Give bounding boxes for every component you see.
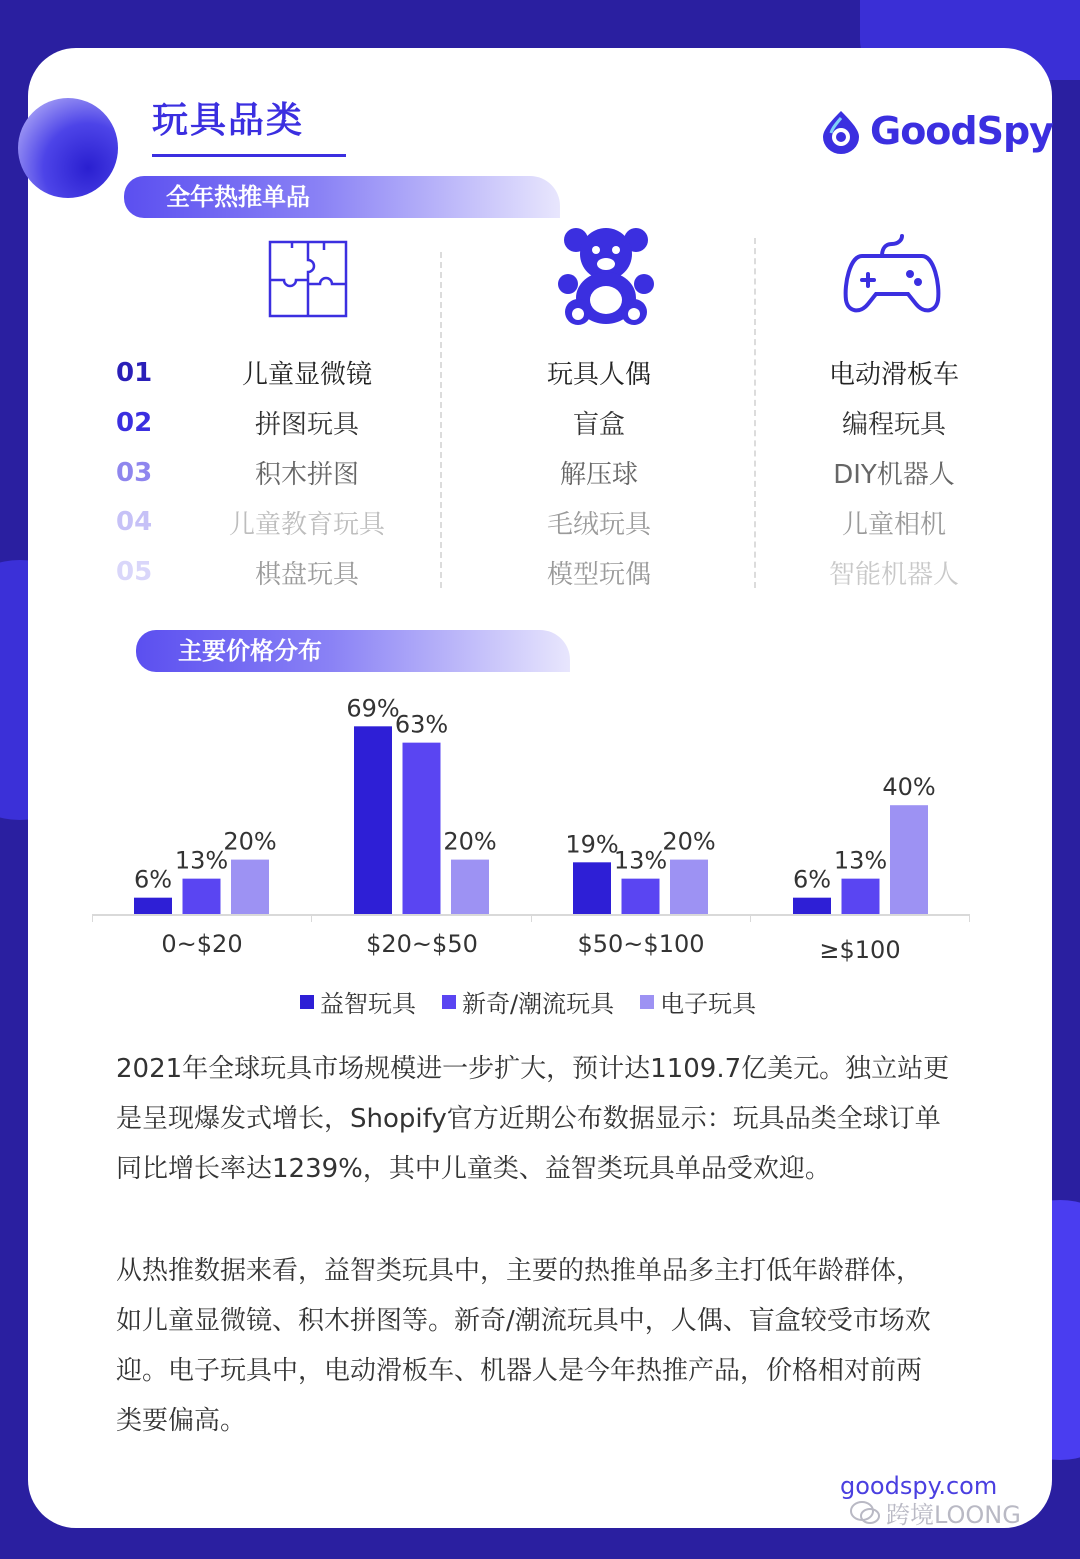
bar-0-1 bbox=[183, 879, 221, 914]
bar-3-0 bbox=[793, 898, 831, 914]
data-label: 20% bbox=[662, 827, 716, 856]
legend-swatch bbox=[442, 995, 456, 1009]
rank-label: 05 bbox=[116, 557, 153, 587]
data-label: 20% bbox=[223, 827, 277, 856]
legend-item bbox=[640, 984, 756, 1019]
product-item: 儿童显微镜 bbox=[241, 360, 372, 390]
x-axis-tick bbox=[92, 914, 93, 922]
legend-label: 新奇/潮流玩具 bbox=[462, 990, 615, 1018]
product-item: 玩具人偶 bbox=[546, 360, 651, 390]
logo-text: GoodSpy bbox=[870, 109, 1053, 153]
bar-1-0 bbox=[354, 726, 392, 914]
x-tick-label: ≥$100 bbox=[819, 936, 901, 964]
bar-0-2 bbox=[231, 860, 269, 914]
product-item: 编程玩具 bbox=[841, 410, 946, 440]
bar-0-0 bbox=[134, 898, 172, 914]
legend-label: 电子玩具 bbox=[660, 990, 757, 1018]
section-title-price-distribution: 主要价格分布 bbox=[136, 630, 570, 672]
product-item: 儿童教育玩具 bbox=[228, 510, 385, 540]
product-item: 电动滑板车 bbox=[828, 360, 959, 390]
paragraph-line: 如儿童显微镜、积木拼图等。新奇/潮流玩具中，人偶、盲盒较受市场欢 bbox=[116, 1306, 931, 1336]
x-axis-tick bbox=[311, 914, 312, 922]
data-label: 6% bbox=[792, 865, 832, 894]
rank-label: 03 bbox=[116, 458, 153, 488]
paragraph bbox=[116, 1246, 996, 1446]
product-item: 棋盘玩具 bbox=[254, 560, 359, 590]
data-label: 40% bbox=[882, 773, 936, 802]
product-item: 盲盒 bbox=[572, 410, 625, 440]
data-label: 20% bbox=[443, 827, 497, 856]
bar-3-2 bbox=[890, 805, 928, 914]
legend-swatch bbox=[300, 995, 314, 1009]
data-label: 13% bbox=[833, 846, 888, 875]
data-label: 6% bbox=[133, 865, 173, 894]
x-tick-label: $50~$100 bbox=[577, 930, 705, 958]
x-tick-label: 0~$20 bbox=[161, 930, 243, 958]
paragraph-line: 从热推数据来看，益智类玩具中，主要的热推单品多主打低年龄群体， bbox=[116, 1256, 923, 1286]
x-tick-label: $20~$50 bbox=[366, 930, 478, 958]
product-item: 儿童相机 bbox=[841, 510, 946, 540]
watermark-text: 跨境LOONG bbox=[886, 1501, 1021, 1529]
wechat-icon bbox=[850, 1500, 880, 1526]
paragraph-line: 类要偏高。 bbox=[116, 1406, 247, 1436]
paragraph-line: 2021年全球玩具市场规模进一步扩大，预计达1109.7亿美元。独立站更 bbox=[116, 1054, 950, 1084]
paragraph-line: 迎。电子玩具中，电动滑板车、机器人是今年热推产品，价格相对前两 bbox=[116, 1356, 923, 1386]
bar-2-2 bbox=[670, 860, 708, 914]
paragraph bbox=[116, 1044, 996, 1194]
legend-item bbox=[442, 984, 614, 1019]
product-item: 模型玩偶 bbox=[546, 560, 651, 590]
bar-3-1 bbox=[842, 879, 880, 914]
data-label: 19% bbox=[565, 830, 619, 859]
paragraph-line: 同比增长率达1239%，其中儿童类、益智类玩具单品受欢迎。 bbox=[116, 1154, 831, 1184]
legend-label: 益智玩具 bbox=[320, 990, 416, 1018]
product-item: 积木拼图 bbox=[254, 460, 359, 490]
data-label: 13% bbox=[613, 846, 668, 875]
bar-2-0 bbox=[573, 862, 611, 914]
product-item: 拼图玩具 bbox=[254, 410, 359, 440]
product-item: 解压球 bbox=[559, 460, 638, 490]
product-item: 智能机器人 bbox=[828, 560, 959, 590]
section-title-hot-products: 全年热推单品 bbox=[124, 176, 560, 218]
legend-swatch bbox=[640, 995, 654, 1009]
data-label: 13% bbox=[174, 846, 229, 875]
data-label: 63% bbox=[394, 710, 449, 739]
x-axis-tick bbox=[750, 914, 751, 922]
bar-1-2 bbox=[451, 860, 489, 914]
bar-1-1 bbox=[403, 743, 441, 914]
watermark bbox=[850, 1495, 1021, 1530]
x-axis-tick bbox=[531, 914, 532, 922]
chart-legend bbox=[300, 984, 782, 1019]
x-axis-tick bbox=[969, 914, 970, 922]
rank-label: 01 bbox=[116, 358, 153, 388]
rank-label: 04 bbox=[116, 507, 153, 537]
footer-url[interactable]: goodspy.com bbox=[840, 1472, 998, 1500]
page-title: 玩具品类 bbox=[152, 100, 305, 141]
legend-item bbox=[300, 984, 416, 1019]
data-label: 69% bbox=[346, 694, 400, 723]
product-item: 毛绒玩具 bbox=[546, 510, 651, 540]
paragraph-line: 是呈现爆发式增长，Shopify官方近期公布数据显示：玩具品类全球订单 bbox=[116, 1104, 941, 1134]
bar-2-1 bbox=[622, 879, 660, 914]
rank-label: 02 bbox=[116, 408, 153, 438]
product-item: DIY机器人 bbox=[833, 460, 955, 490]
